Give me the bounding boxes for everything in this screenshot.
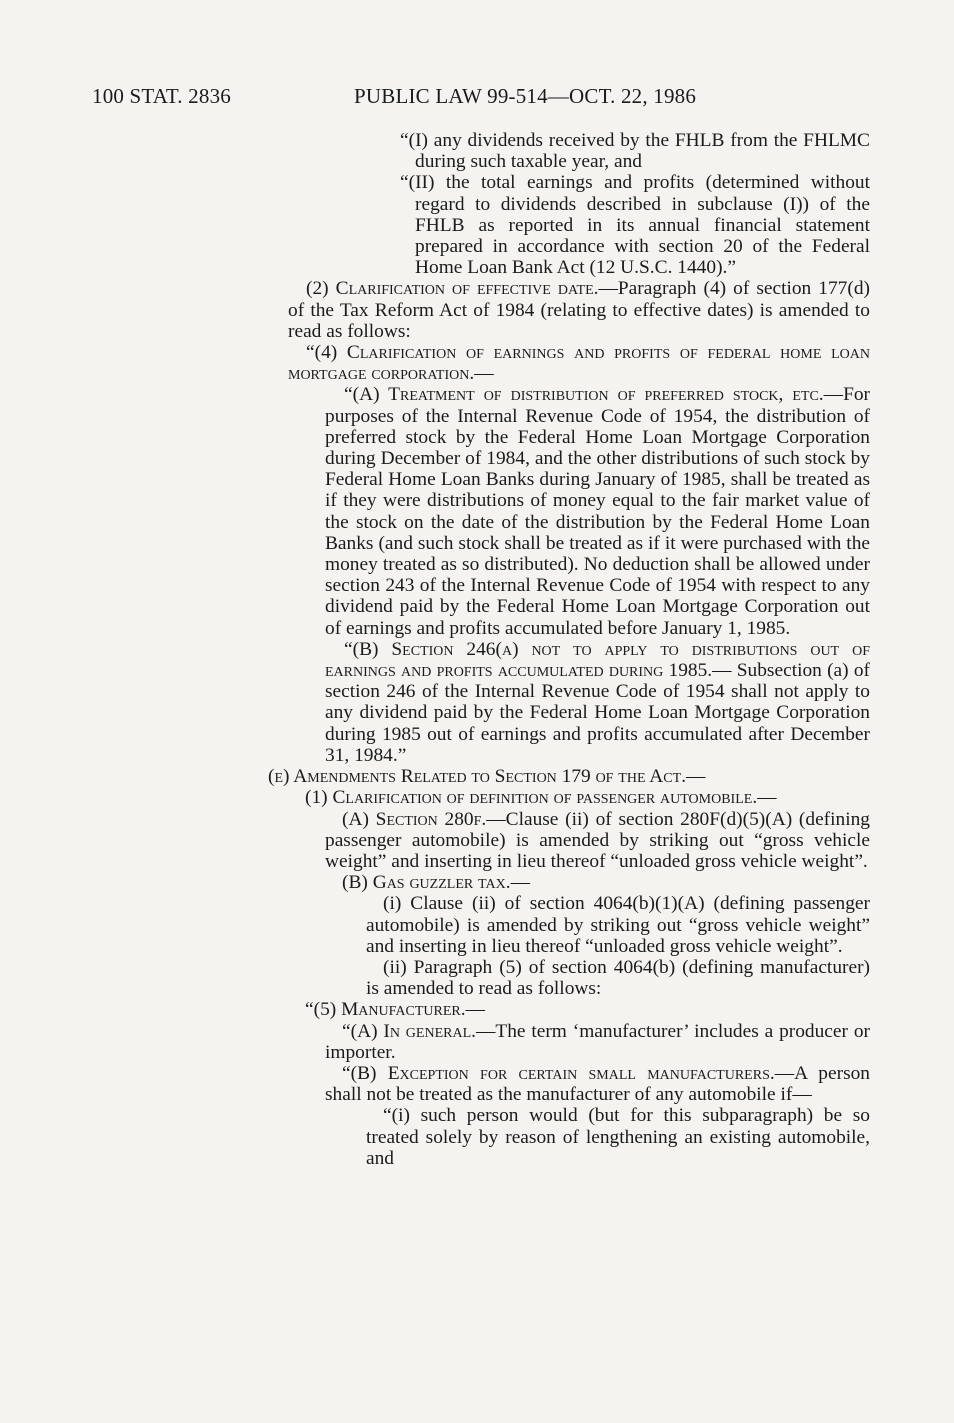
quoted-subparagraph-B: “(B) Section 246(a) not to apply to distributions out of earnings and profits accumulated during 1985.— Subsection (a) of section 246 of the Internal Revenue Code of 1954 shall not apply to any dividend paid by the Federal Home Loan Mortgage Corporation during 1985 out of earnings and profits accumulated after December 31, 1984.” [325,638,870,766]
subclause-I: “(I) any dividends received by the FHLB from the FHLMC during such taxable year, and [400,130,870,173]
subsection-e: (e) Amendments Related to Section 179 of the Act.— [268,766,706,788]
paragraph-heading: “(5) Manufacturer. [305,999,466,1021]
paragraph-heading: “(A) Treatment of distribution of preferred stock, etc. [344,384,824,406]
paragraph-heading: (e) Amendments Related to Section 179 of the Act. [268,766,687,788]
clause-i: (i) Clause (ii) of section 4064(b)(1)(A) (defining passenger automobile) is amended by striking out “gross vehicle weight” and inserting in lieu thereof “unloaded gross vehicle weight”. [366,893,870,957]
subclause-II: “(II) the total earnings and profits (determined without regard to dividends described in subclause (I)) of the FHLB as reported in its annual financial statement prepared in accordance with section 20 of the Federal Home Loan Bank Act (12 U.S.C. 1440).” [400,172,870,279]
quoted-paragraph-5-manufacturer: “(5) Manufacturer.— [305,999,485,1021]
quoted-paragraph-4: “(4) Clarification of earnings and profits of federal home loan mortgage corporation.— [288,342,870,385]
paragraph-heading: (B) Gas guzzler tax. [342,872,511,894]
clause-ii: (ii) Paragraph (5) of section 4064(b) (defining manufacturer) is amended to read as follows: [366,956,870,1000]
paragraph-heading: (1) Clarification of definition of passenger automobile. [305,787,758,809]
quoted-subparagraph-B-exception: “(B) Exception for certain small manufacturers.—A person shall not be treated as the manufacturer of any automobile if— [325,1062,870,1106]
law-title: PUBLIC LAW 99-514—OCT. 22, 1986 [354,84,697,108]
paragraph-heading: (A) Section 280f. [342,808,487,830]
subparagraph-A-section-280f: (A) Section 280f.—Clause (ii) of section 280F(d)(5)(A) (defining passenger automobile) is amended by striking out “gross vehicle weight” and inserting in lieu thereof “unloaded gross vehicle weight”. [325,808,870,872]
quoted-clause-i: “(i) such person would (but for this subparagraph) be so treated solely by reason of lengthening an existing automobile, and [366,1105,870,1169]
paragraph-heading: (2) Clarification of effective date. [306,278,599,300]
quoted-subparagraph-A-in-general: “(A) In general.—The term ‘manufacturer’ includes a producer or importer. [325,1020,870,1063]
paragraph-heading: “(B) Section 246(a) not to apply to distributions out of earnings and profits accumulated during 1985. [325,638,870,682]
subparagraph-B-gas-guzzler-tax: (B) Gas guzzler tax.— [342,872,530,894]
paragraph-heading: “(A) In general. [342,1020,476,1042]
quoted-subparagraph-A: “(A) Treatment of distribution of preferred stock, etc.—For purposes of the Internal Revenue Code of 1954, the distribution of preferred stock by the Federal Home Loan Mortgage Corporation during December of 1984, and the other distributions of such stock by Federal Home Loan Banks during January of 1985, shall be treated as if they were distributions of money equal to the fair market value of the stock on the date of the distribution by the Federal Home Loan Banks (and such stock shall be treated as if it were purchased with the money treated as so distributed). No deduction shall be allowed under section 243 of the Internal Revenue Code of 1954 with respect to any dividend paid by the Federal Home Loan Mortgage Corporation out of earnings and profits accumulated before January 1, 1985. [325,384,870,639]
paragraph-1-passenger-automobile: (1) Clarification of definition of passenger automobile.— [305,787,777,809]
statute-citation: 100 STAT. 2836 [92,84,231,108]
paragraph-heading: “(4) Clarification of earnings and profits of federal home loan mortgage corporation. [288,342,870,385]
paragraph-heading: “(B) Exception for certain small manufacturers. [342,1062,775,1084]
paragraph-2-clarification-effective-date: (2) Clarification of effective date.—Paragraph (4) of section 177(d) of the Tax Reform Act of 1984 (relating to effective dates) is amended to read as follows: [288,278,870,342]
document-body [0,130,954,1169]
